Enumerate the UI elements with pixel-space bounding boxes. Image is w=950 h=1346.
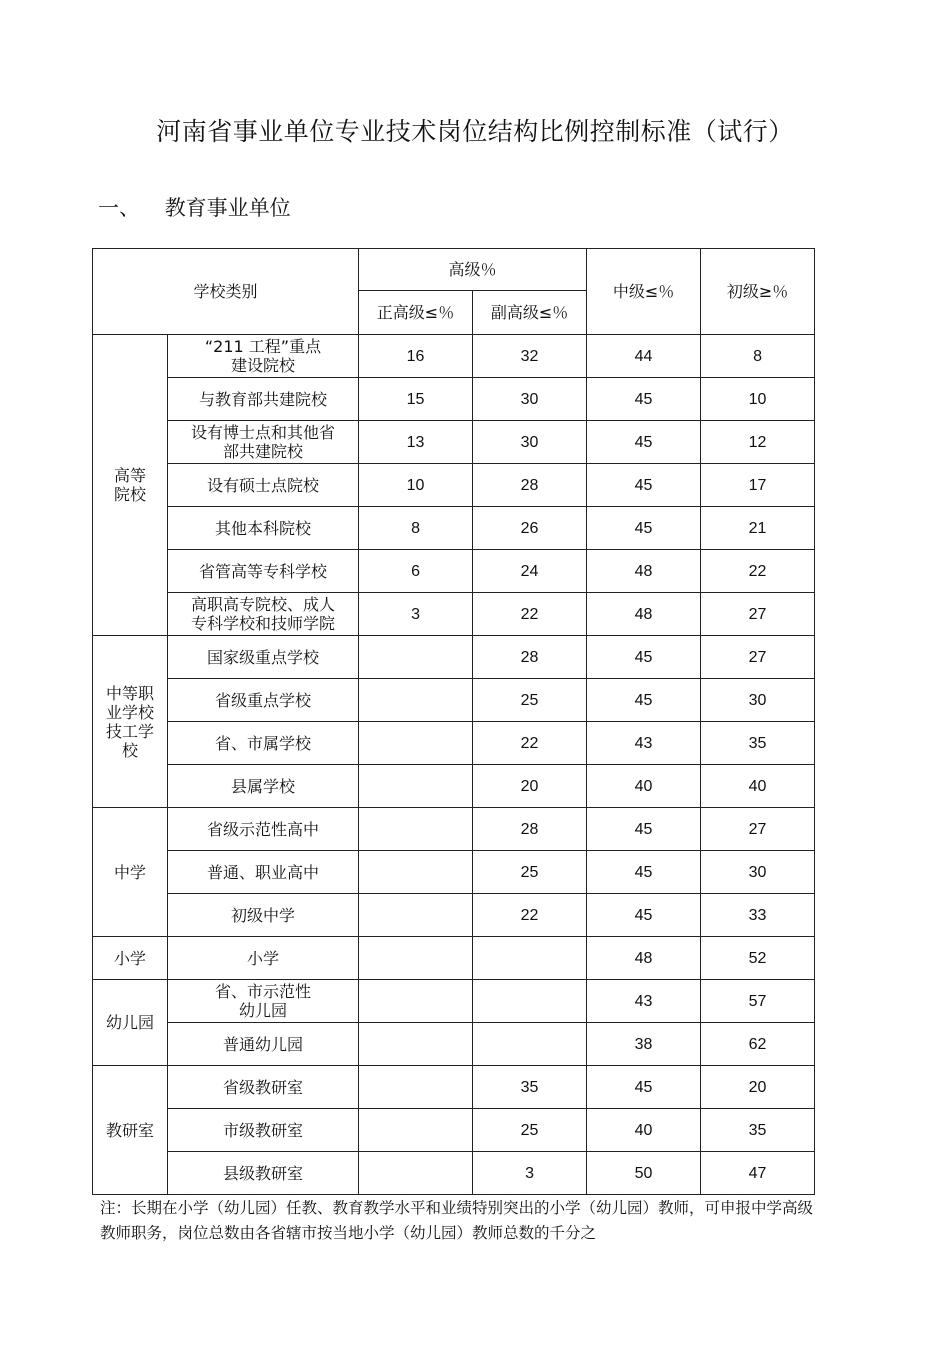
senior-full-cell: 13 [359, 421, 473, 464]
table-row [93, 550, 815, 593]
senior-deputy-cell: 25 [473, 851, 587, 894]
table-row [93, 1152, 815, 1195]
middle-cell: 44 [587, 335, 701, 378]
middle-cell: 45 [587, 464, 701, 507]
junior-cell: 33 [701, 894, 815, 937]
table-row [93, 593, 815, 636]
school-category-cell: 幼儿园 [93, 980, 168, 1066]
table-row [93, 1066, 815, 1109]
middle-cell: 45 [587, 378, 701, 421]
table-row [93, 765, 815, 808]
senior-deputy-cell: 22 [473, 722, 587, 765]
senior-deputy-cell: 24 [473, 550, 587, 593]
school-subtype-cell: 设有硕士点院校 [168, 464, 359, 507]
middle-cell: 48 [587, 593, 701, 636]
senior-full-cell [359, 1109, 473, 1152]
section-heading [98, 192, 291, 222]
senior-deputy-cell: 26 [473, 507, 587, 550]
footnote: 注：长期在小学（幼儿园）任教、教育教学水平和业绩特别突出的小学（幼儿园）教师，可申报中学高级教师职务，岗位总数由各省辖市按当地小学（幼儿园）教师总数的千分之 [100, 1199, 814, 1242]
table-row [93, 1023, 815, 1066]
middle-cell: 48 [587, 550, 701, 593]
senior-full-cell: 16 [359, 335, 473, 378]
school-subtype-cell: 省级教研室 [168, 1066, 359, 1109]
middle-cell: 40 [587, 1109, 701, 1152]
school-subtype-cell: 其他本科院校 [168, 507, 359, 550]
junior-cell: 27 [701, 593, 815, 636]
senior-full-cell [359, 722, 473, 765]
senior-deputy-cell: 25 [473, 1109, 587, 1152]
school-subtype-cell: 省级重点学校 [168, 679, 359, 722]
middle-cell: 45 [587, 421, 701, 464]
junior-cell: 17 [701, 464, 815, 507]
senior-full-cell [359, 980, 473, 1023]
junior-cell: 62 [701, 1023, 815, 1066]
junior-cell: 10 [701, 378, 815, 421]
middle-cell: 48 [587, 937, 701, 980]
senior-deputy-cell: 25 [473, 679, 587, 722]
middle-cell: 38 [587, 1023, 701, 1066]
table-row [93, 851, 815, 894]
senior-full-cell [359, 1023, 473, 1066]
junior-cell: 20 [701, 1066, 815, 1109]
junior-cell: 27 [701, 808, 815, 851]
school-subtype-cell: 省、市属学校 [168, 722, 359, 765]
school-subtype-cell: “211 工程”重点 建设院校 [168, 335, 359, 378]
middle-cell: 45 [587, 507, 701, 550]
table-row [93, 378, 815, 421]
junior-cell: 27 [701, 636, 815, 679]
senior-deputy-cell: 35 [473, 1066, 587, 1109]
senior-deputy-cell: 20 [473, 765, 587, 808]
junior-cell: 21 [701, 507, 815, 550]
senior-full-cell: 6 [359, 550, 473, 593]
senior-full-cell [359, 851, 473, 894]
school-subtype-cell: 省、市示范性 幼儿园 [168, 980, 359, 1023]
header-senior-full: 正高级≤％ [359, 291, 473, 335]
school-subtype-cell: 国家级重点学校 [168, 636, 359, 679]
header-senior: 高级％ [359, 249, 587, 291]
senior-deputy-cell: 28 [473, 636, 587, 679]
table-row [93, 894, 815, 937]
header-school-type: 学校类别 [93, 249, 359, 335]
table-row [93, 808, 815, 851]
section-label: 教育事业单位 [164, 196, 291, 220]
middle-cell: 45 [587, 894, 701, 937]
school-subtype-cell: 设有博士点和其他省 部共建院校 [168, 421, 359, 464]
school-subtype-cell: 与教育部共建院校 [168, 378, 359, 421]
senior-full-cell [359, 937, 473, 980]
senior-deputy-cell: 22 [473, 894, 587, 937]
senior-full-cell [359, 765, 473, 808]
ratio-standard-table [92, 248, 815, 1195]
junior-cell: 22 [701, 550, 815, 593]
senior-deputy-cell: 28 [473, 464, 587, 507]
middle-cell: 45 [587, 808, 701, 851]
table-row [93, 1109, 815, 1152]
senior-full-cell [359, 679, 473, 722]
senior-deputy-cell: 30 [473, 378, 587, 421]
junior-cell: 35 [701, 722, 815, 765]
middle-cell: 43 [587, 980, 701, 1023]
senior-full-cell: 8 [359, 507, 473, 550]
middle-cell: 45 [587, 636, 701, 679]
table-row [93, 722, 815, 765]
middle-cell: 40 [587, 765, 701, 808]
junior-cell: 40 [701, 765, 815, 808]
school-subtype-cell: 普通、职业高中 [168, 851, 359, 894]
senior-full-cell [359, 1066, 473, 1109]
senior-full-cell [359, 1152, 473, 1195]
middle-cell: 43 [587, 722, 701, 765]
senior-full-cell [359, 808, 473, 851]
school-subtype-cell: 省管高等专科学校 [168, 550, 359, 593]
junior-cell: 30 [701, 851, 815, 894]
school-subtype-cell: 市级教研室 [168, 1109, 359, 1152]
senior-deputy-cell: 30 [473, 421, 587, 464]
middle-cell: 45 [587, 679, 701, 722]
senior-full-cell [359, 894, 473, 937]
header-middle: 中级≤％ [587, 249, 701, 335]
middle-cell: 50 [587, 1152, 701, 1195]
table-row [93, 937, 815, 980]
junior-cell: 35 [701, 1109, 815, 1152]
table-row [93, 421, 815, 464]
school-subtype-cell: 小学 [168, 937, 359, 980]
header-junior: 初级≥％ [701, 249, 815, 335]
school-category-cell: 小学 [93, 937, 168, 980]
table-row [93, 335, 815, 378]
senior-full-cell: 3 [359, 593, 473, 636]
senior-deputy-cell [473, 937, 587, 980]
school-subtype-cell: 县属学校 [168, 765, 359, 808]
table-row [93, 636, 815, 679]
header-senior-deputy: 副高级≤％ [473, 291, 587, 335]
senior-deputy-cell: 3 [473, 1152, 587, 1195]
senior-full-cell [359, 636, 473, 679]
senior-full-cell: 10 [359, 464, 473, 507]
table-body [93, 335, 815, 1195]
middle-cell: 45 [587, 1066, 701, 1109]
school-subtype-cell: 普通幼儿园 [168, 1023, 359, 1066]
school-subtype-cell: 高职高专院校、成人 专科学校和技师学院 [168, 593, 359, 636]
school-category-cell: 中等职 业学校 技工学 校 [93, 636, 168, 808]
senior-deputy-cell: 32 [473, 335, 587, 378]
section-number: 一、 [98, 196, 140, 220]
junior-cell: 47 [701, 1152, 815, 1195]
junior-cell: 52 [701, 937, 815, 980]
senior-deputy-cell: 28 [473, 808, 587, 851]
school-subtype-cell: 省级示范性高中 [168, 808, 359, 851]
junior-cell: 12 [701, 421, 815, 464]
table-row [93, 507, 815, 550]
table-row [93, 679, 815, 722]
junior-cell: 8 [701, 335, 815, 378]
school-category-cell: 高等 院校 [93, 335, 168, 636]
school-subtype-cell: 县级教研室 [168, 1152, 359, 1195]
senior-deputy-cell [473, 1023, 587, 1066]
senior-deputy-cell: 22 [473, 593, 587, 636]
senior-full-cell: 15 [359, 378, 473, 421]
junior-cell: 57 [701, 980, 815, 1023]
senior-deputy-cell [473, 980, 587, 1023]
school-category-cell: 教研室 [93, 1066, 168, 1195]
table-row [93, 464, 815, 507]
school-category-cell: 中学 [93, 808, 168, 937]
junior-cell: 30 [701, 679, 815, 722]
document-title: 河南省事业单位专业技术岗位结构比例控制标准（试行） [156, 117, 794, 146]
school-subtype-cell: 初级中学 [168, 894, 359, 937]
table-row [93, 980, 815, 1023]
middle-cell: 45 [587, 851, 701, 894]
